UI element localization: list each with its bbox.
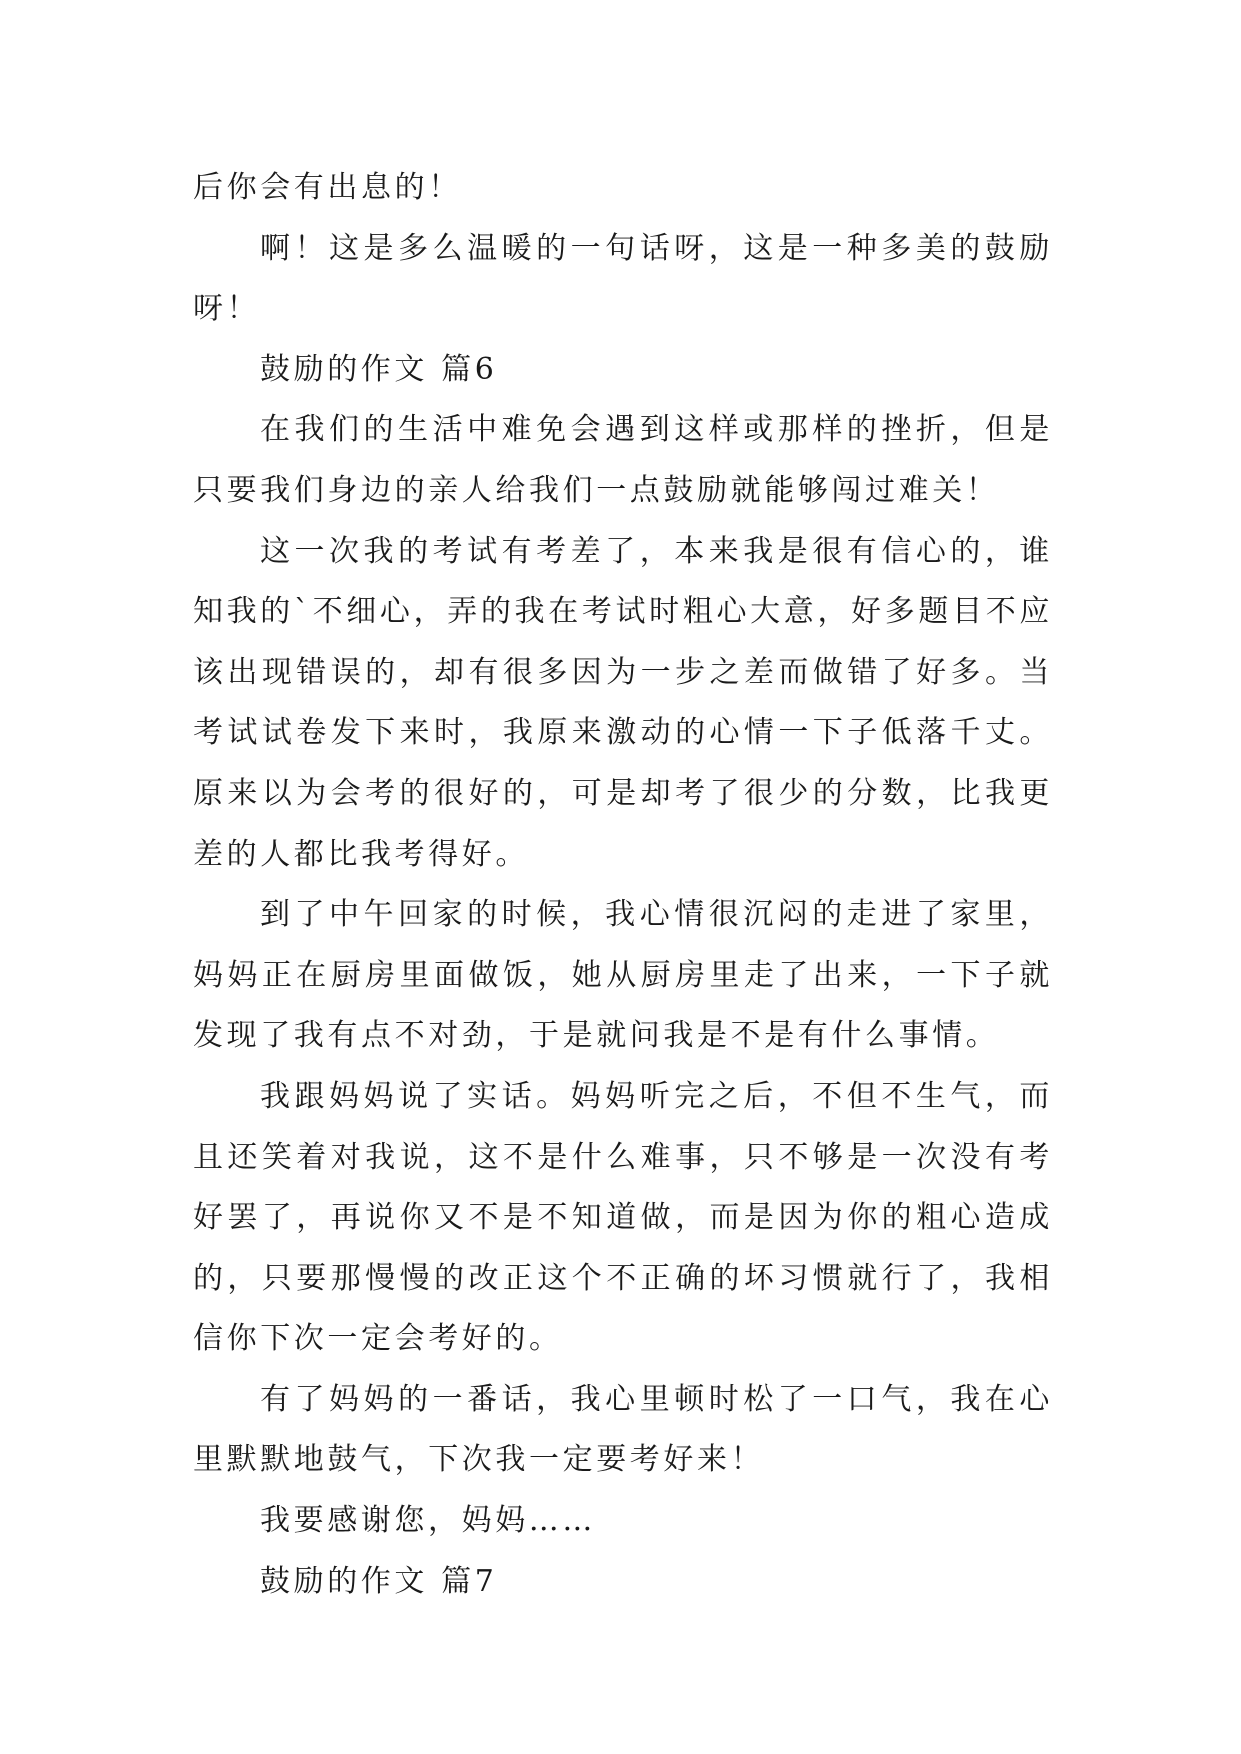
paragraph-noon: 到了中午回家的时候，我心情很沉闷的走进了家里，妈妈正在厨房里面做饭，她从厨房里走了出来，一下子就发现了我有点不对劲，于是就问我是不是有什么事情。 [193,897,1053,1054]
paragraph-intro: 在我们的生活中难免会遇到这样或那样的挫折，但是只要我们身边的亲人给我们一点鼓励就能够闯过难关！ [193,412,1053,508]
section-heading-6: 鼓励的作文 篇6 [260,351,498,387]
paragraph-resolve: 有了妈妈的一番话，我心里顿时松了一口气，我在心里默默地鼓气，下次我一定要考好来！ [193,1381,1053,1478]
paragraph-exam: 这一次我的考试有考差了，本来我是很有信心的，谁知我的`不细心，弄的我在考试时粗心大意，好多题目不应该出现错误的，却有很多因为一步之差而做错了好多。当考试试卷发下来时，我原来激动的心情一下子低落千丈。原来以为会考的很好的，可是却考了很少的分数，比我更差的人都比我考得好。 [193,533,1053,872]
paragraph-thanks: 我要感谢您，妈妈…… [260,1503,596,1539]
essay-body [193,158,1053,1612]
paragraph-exclamation: 啊！这是多么温暖的一句话呀，这是一种多美的鼓励呀！ [193,230,1053,327]
paragraph-continuation: 后你会有出息的！ [193,170,462,205]
paragraph-mother-words: 我跟妈妈说了实话。妈妈听完之后，不但不生气，而且还笑着对我说，这不是什么难事，只不够是一次没有考好罢了，再说你又不是不知道做，而是因为你的粗心造成的，只要那慢慢的改正这个不正确的坏习惯就行了，我相信你下次一定会考好的。 [193,1078,1053,1357]
section-heading-7: 鼓励的作文 篇7 [260,1563,498,1599]
